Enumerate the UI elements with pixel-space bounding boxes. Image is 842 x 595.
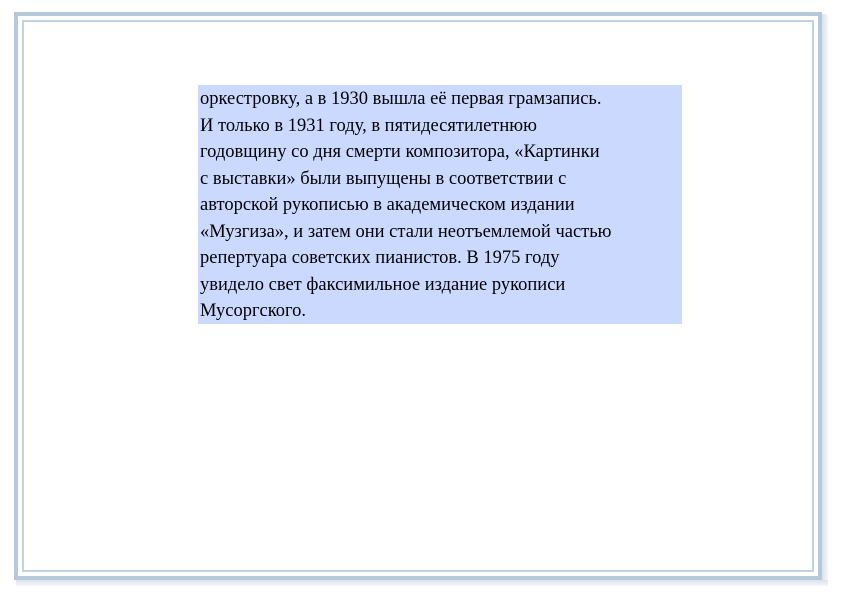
frame-shadow-bottom (16, 580, 828, 586)
text-line-2: И только в 1931 году, в пятидесятилетнюю (200, 115, 537, 136)
text-line-8: увидело свет факсимильное издание рукописи (200, 274, 566, 295)
text-line-7: репертуара советских пианистов. В 1975 году (200, 248, 560, 268)
text-line-4: с выставки» были выпущены в соответствии с (200, 168, 567, 189)
text-line-5: авторской рукописью в академическом издании (200, 195, 575, 215)
selected-text-block[interactable] (198, 85, 682, 324)
text-line-6: «Музгиза», и затем они стали неотъемлемой частью (200, 221, 612, 242)
frame-shadow-right (822, 14, 828, 582)
text-line-3: годовщину со дня смерти композитора, «Картинки (200, 142, 600, 162)
text-line-1: оркестровку, а в 1930 вышла её первая грамзапись. (200, 89, 602, 109)
text-line-9: Мусоргского. (200, 301, 307, 321)
